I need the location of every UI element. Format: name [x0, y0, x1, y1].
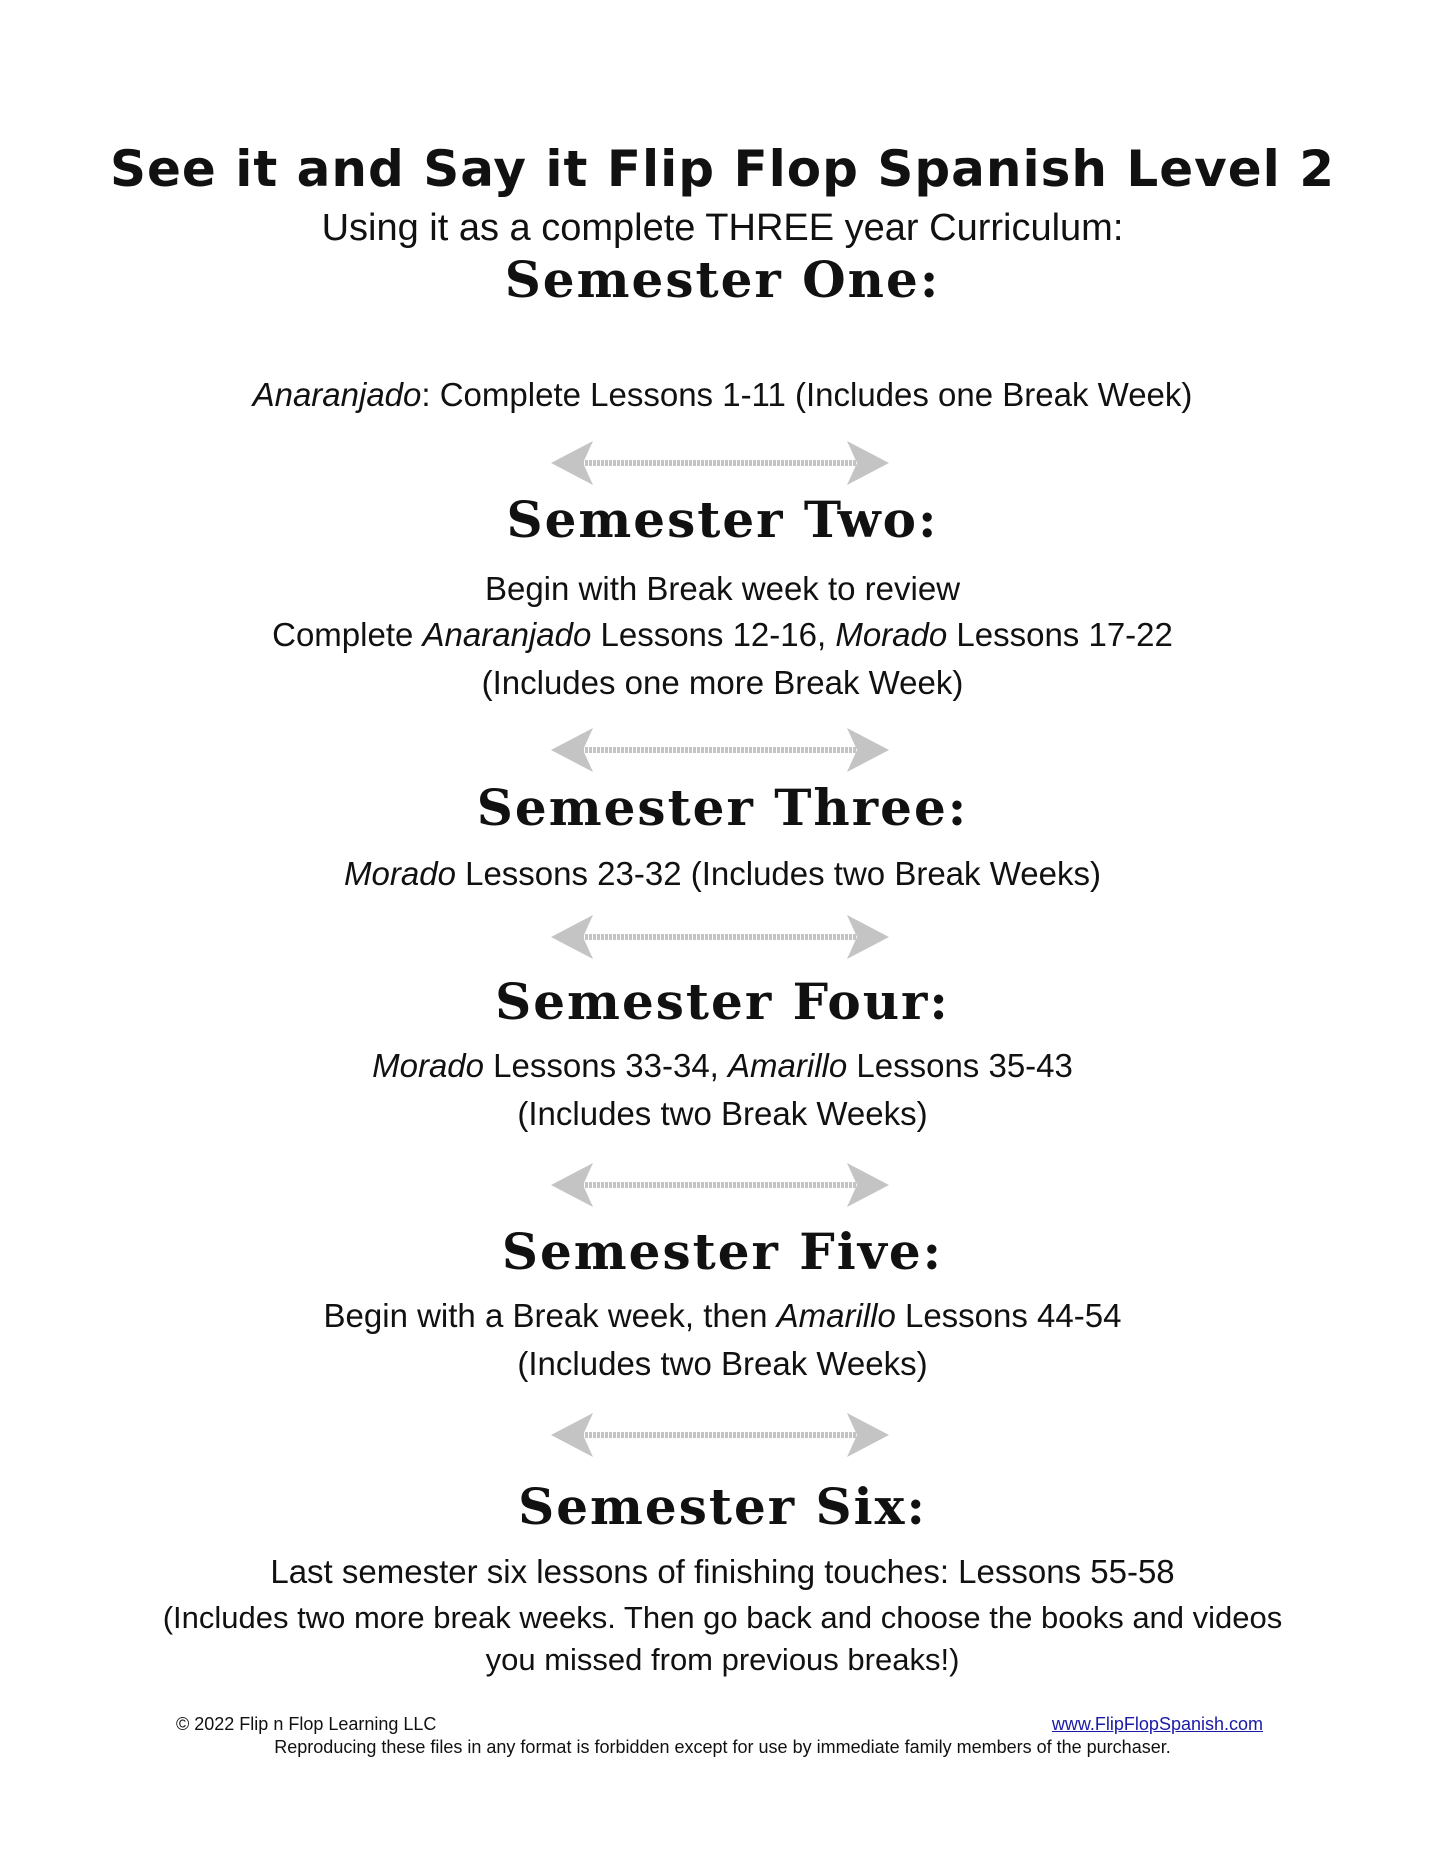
semester-five-heading: Semester Five: — [501, 1222, 944, 1281]
page-subtitle: Using it as a complete THREE year Curriculum: — [321, 207, 1124, 249]
semester-four-line-1: Morado Lessons 33-34, Amarillo Lessons 35-43 — [372, 1047, 1073, 1084]
double-arrow-icon — [545, 1410, 895, 1460]
double-arrow-icon — [545, 725, 895, 775]
reproduction-notice: Reproducing these files in any format is forbidden except for use by immediate family members of the purchaser. — [274, 1737, 1171, 1757]
double-arrow-icon — [545, 912, 895, 962]
semester-six-line-3: you missed from previous breaks!) — [485, 1642, 960, 1677]
semester-six-line-1: Last semester six lessons of finishing touches: Lessons 55-58 — [270, 1553, 1175, 1590]
semester-four-heading: Semester Four: — [495, 972, 950, 1031]
semester-six-heading: Semester Six: — [518, 1477, 927, 1536]
semester-three-heading: Semester Three: — [476, 778, 969, 837]
semester-two-line-2: Complete Anaranjado Lessons 12-16, Morado Lessons 17-22 — [272, 616, 1173, 653]
double-arrow-icon — [545, 438, 895, 488]
semester-two-line-3: (Includes one more Break Week) — [481, 664, 964, 701]
semester-six-line-2: (Includes two more break weeks. Then go back and choose the books and videos — [162, 1600, 1283, 1635]
page-title: See it and Say it Flip Flop Spanish Level 2 — [109, 140, 1335, 198]
copyright-text: © 2022 Flip n Flop Learning LLC — [176, 1714, 437, 1734]
semester-one-line-1: Anaranjado: Complete Lessons 1-11 (Includes one Break Week) — [252, 376, 1193, 413]
semester-three-line-1: Morado Lessons 23-32 (Includes two Break Weeks) — [344, 855, 1101, 892]
semester-five-line-2: (Includes two Break Weeks) — [517, 1345, 928, 1382]
semester-two-line-1: Begin with Break week to review — [484, 570, 961, 607]
semester-four-line-2: (Includes two Break Weeks) — [517, 1095, 928, 1132]
semester-two-heading: Semester Two: — [506, 490, 939, 549]
double-arrow-icon — [545, 1160, 895, 1210]
semester-five-line-1: Begin with a Break week, then Amarillo Lessons 44-54 — [323, 1297, 1122, 1334]
semester-one-heading: Semester One: — [504, 250, 941, 309]
website-link[interactable]: www.FlipFlopSpanish.com — [1051, 1714, 1263, 1734]
